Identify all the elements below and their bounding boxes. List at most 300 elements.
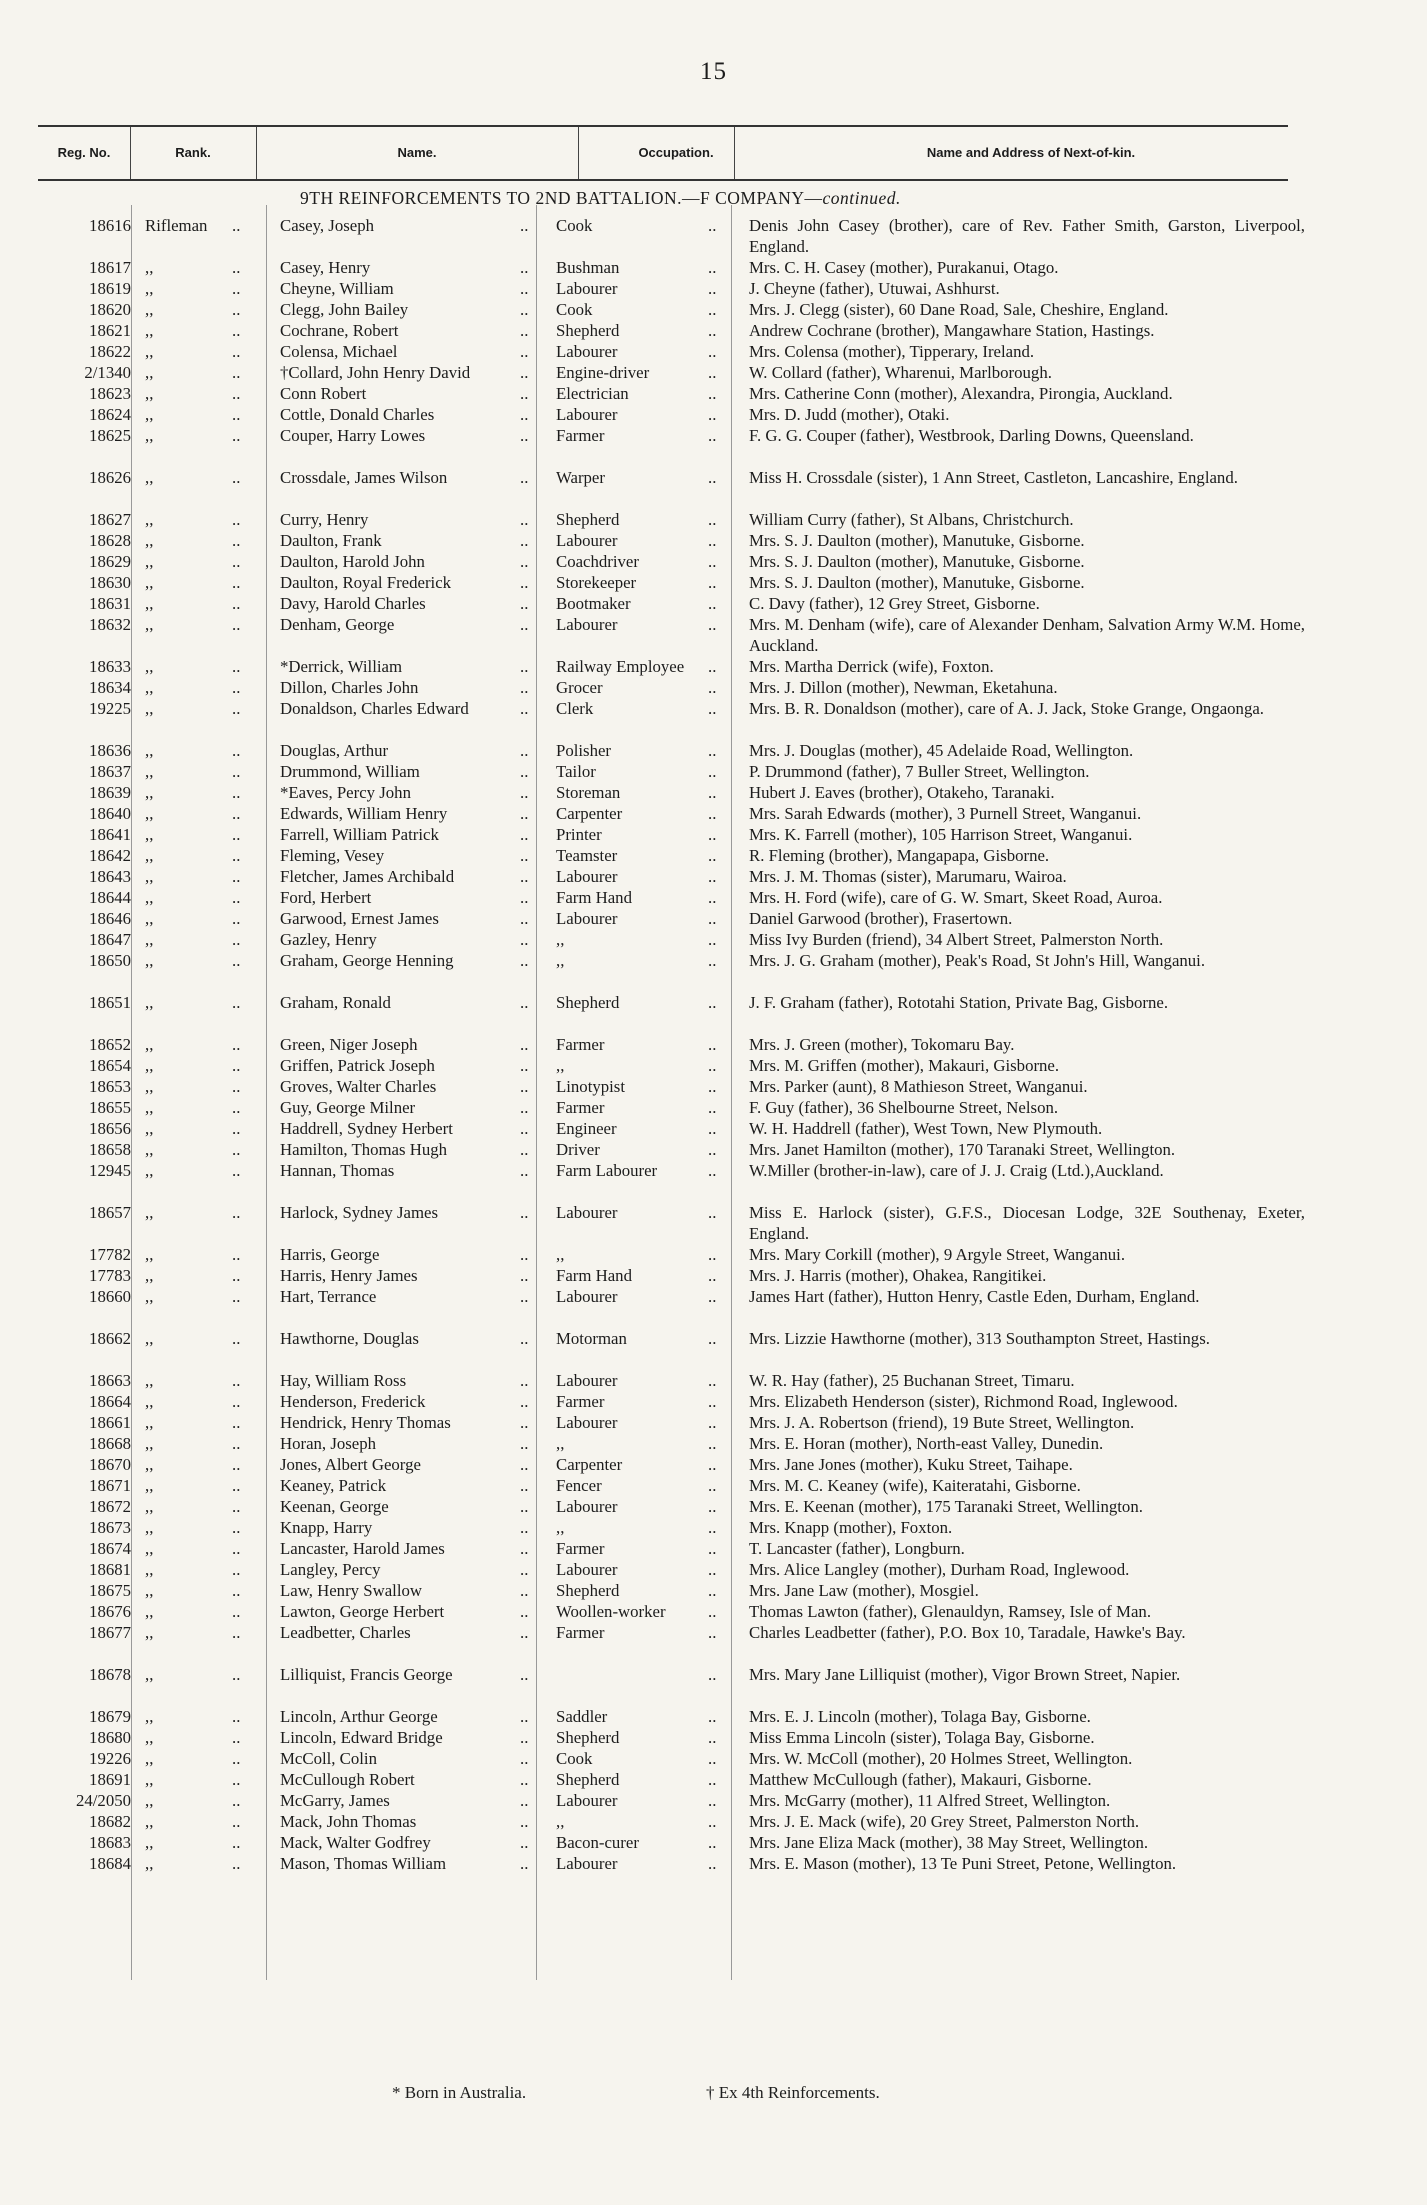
soldier-name: Lancaster, Harold James: [280, 1539, 445, 1558]
occupation: Polisher: [556, 741, 612, 760]
leader-dots: ..: [708, 279, 717, 298]
leader-dots: ..: [708, 1329, 717, 1348]
next-of-kin: W.Miller (brother-in-law), care of J. J. Craig (Ltd.),Auckland.: [749, 1161, 1164, 1180]
soldier-name: Cheyne, William: [280, 279, 394, 298]
leader-dots: ..: [520, 867, 529, 886]
next-of-kin: W. H. Haddrell (father), West Town, New Plymouth.: [749, 1119, 1103, 1138]
soldier-name: Dillon, Charles John: [280, 678, 419, 697]
rank: ,,: [145, 699, 154, 718]
leader-dots: ..: [520, 342, 529, 361]
leader-dots: ..: [520, 573, 529, 592]
leader-dots: ..: [708, 678, 717, 697]
leader-dots: ..: [708, 1203, 717, 1222]
next-of-kin: Mrs. Jane Jones (mother), Kuku Street, Taihape.: [749, 1455, 1073, 1474]
occupation: Bootmaker: [556, 594, 631, 613]
leader-dots: ..: [232, 1749, 241, 1768]
reg-no: 18691: [89, 1770, 131, 1789]
occupation: Driver: [556, 1140, 600, 1159]
next-of-kin: Mrs. Elizabeth Henderson (sister), Richmond Road, Inglewood.: [749, 1392, 1178, 1411]
next-of-kin: Mrs. S. J. Daulton (mother), Manutuke, Gisborne.: [749, 573, 1085, 592]
leader-dots: ..: [708, 1140, 717, 1159]
soldier-name: Ford, Herbert: [280, 888, 372, 907]
rank: ,,: [145, 1245, 154, 1264]
soldier-name: Graham, Ronald: [280, 993, 391, 1012]
occupation: Storeman: [556, 783, 621, 802]
table-row: [0, 299, 1427, 320]
occupation: ,,: [556, 1518, 565, 1537]
occupation: Labourer: [556, 1560, 618, 1579]
table-row: [0, 1790, 1427, 1811]
soldier-name: Green, Niger Joseph: [280, 1035, 418, 1054]
occupation: Linotypist: [556, 1077, 625, 1096]
leader-dots: ..: [232, 1623, 241, 1642]
leader-dots: ..: [708, 321, 717, 340]
rank: ,,: [145, 1329, 154, 1348]
rank: ,,: [145, 1602, 154, 1621]
leader-dots: ..: [520, 909, 529, 928]
reg-no: 18679: [89, 1707, 131, 1726]
leader-dots: ..: [232, 951, 241, 970]
occupation: Coachdriver: [556, 552, 639, 571]
rank: ,,: [145, 867, 154, 886]
leader-dots: ..: [232, 1665, 241, 1684]
next-of-kin: F. Guy (father), 36 Shelbourne Street, Nelson.: [749, 1098, 1059, 1117]
leader-dots: ..: [520, 1455, 529, 1474]
leader-dots: ..: [708, 1245, 717, 1264]
leader-dots: ..: [708, 1665, 717, 1684]
soldier-name: Denham, George: [280, 615, 395, 634]
leader-dots: ..: [708, 363, 717, 382]
leader-dots: ..: [708, 615, 717, 634]
leader-dots: ..: [520, 531, 529, 550]
leader-dots: ..: [520, 1812, 529, 1831]
rank: ,,: [145, 1518, 154, 1537]
leader-dots: ..: [708, 1581, 717, 1600]
soldier-name: Haddrell, Sydney Herbert: [280, 1119, 453, 1138]
leader-dots: ..: [520, 1245, 529, 1264]
soldier-name: Harris, Henry James: [280, 1266, 418, 1285]
leader-dots: ..: [520, 1833, 529, 1852]
next-of-kin: F. G. G. Couper (father), Westbrook, Darling Downs, Queensland.: [749, 426, 1194, 445]
occupation: Labourer: [556, 1371, 618, 1390]
next-of-kin: Mrs. J. A. Robertson (friend), 19 Bute Street, Wellington.: [749, 1413, 1135, 1432]
table-row: [0, 614, 1427, 656]
table-row: [0, 1664, 1427, 1706]
occupation: Labourer: [556, 867, 618, 886]
occupation: Farm Hand: [556, 1266, 632, 1285]
table-row: [0, 992, 1427, 1034]
table-row: [0, 1748, 1427, 1769]
table-row: [0, 362, 1427, 383]
leader-dots: ..: [708, 1392, 717, 1411]
reg-no: 18672: [89, 1497, 131, 1516]
table-row: [0, 1412, 1427, 1433]
table-row: [0, 404, 1427, 425]
rank: ,,: [145, 1812, 154, 1831]
next-of-kin: Hubert J. Eaves (brother), Otakeho, Taranaki.: [749, 783, 1055, 802]
table-row: [0, 1475, 1427, 1496]
rank: ,,: [145, 1287, 154, 1306]
leader-dots: ..: [708, 1287, 717, 1306]
reg-no: 18647: [89, 930, 131, 949]
occupation: Farm Hand: [556, 888, 632, 907]
leader-dots: ..: [520, 384, 529, 403]
soldier-name: Garwood, Ernest James: [280, 909, 439, 928]
leader-dots: ..: [708, 510, 717, 529]
occupation: Shepherd: [556, 510, 620, 529]
next-of-kin: W. R. Hay (father), 25 Buchanan Street, Timaru.: [749, 1371, 1075, 1390]
next-of-kin: Mrs. Mary Corkill (mother), 9 Argyle Street, Wanganui.: [749, 1245, 1126, 1264]
rank: ,,: [145, 1077, 154, 1096]
rank: ,,: [145, 846, 154, 865]
leader-dots: ..: [232, 1035, 241, 1054]
next-of-kin: Mrs. D. Judd (mother), Otaki.: [749, 405, 950, 424]
next-of-kin: C. Davy (father), 12 Grey Street, Gisborne.: [749, 594, 1040, 613]
reg-no: 12945: [89, 1161, 131, 1180]
occupation: Labourer: [556, 615, 618, 634]
table-row: [0, 656, 1427, 677]
rank: ,,: [145, 1203, 154, 1222]
leader-dots: ..: [232, 405, 241, 424]
table-row: [0, 341, 1427, 362]
leader-dots: ..: [520, 279, 529, 298]
leader-dots: ..: [232, 1098, 241, 1117]
leader-dots: ..: [708, 1833, 717, 1852]
next-of-kin: Mrs. Jane Law (mother), Mosgiel.: [749, 1581, 979, 1600]
reg-no: 18662: [89, 1329, 131, 1348]
leader-dots: ..: [232, 363, 241, 382]
reg-no: 18660: [89, 1287, 131, 1306]
rank: ,,: [145, 1140, 154, 1159]
reg-no: 18630: [89, 573, 131, 592]
leader-dots: ..: [232, 1413, 241, 1432]
next-of-kin: Daniel Garwood (brother), Frasertown.: [749, 909, 1013, 928]
rank: ,,: [145, 930, 154, 949]
leader-dots: ..: [520, 426, 529, 445]
next-of-kin: Mrs. S. J. Daulton (mother), Manutuke, Gisborne.: [749, 531, 1085, 550]
reg-no: 18620: [89, 300, 131, 319]
soldier-name: Mason, Thomas William: [280, 1854, 447, 1873]
leader-dots: ..: [708, 909, 717, 928]
leader-dots: ..: [232, 783, 241, 802]
soldier-name: Hawthorne, Douglas: [280, 1329, 419, 1348]
occupation: Labourer: [556, 405, 618, 424]
rank: ,,: [145, 1560, 154, 1579]
reg-no: 18677: [89, 1623, 131, 1642]
reg-no: 19226: [89, 1749, 131, 1768]
reg-no: 24/2050: [75, 1791, 131, 1810]
next-of-kin: Mrs. J. Douglas (mother), 45 Adelaide Road, Wellington.: [749, 741, 1134, 760]
leader-dots: ..: [520, 1413, 529, 1432]
table-row: [0, 1118, 1427, 1139]
soldier-name: Edwards, William Henry: [280, 804, 448, 823]
rank: ,,: [145, 1707, 154, 1726]
reg-no: 18684: [89, 1854, 131, 1873]
table-row: [0, 1454, 1427, 1475]
next-of-kin: Mrs. J. E. Mack (wife), 20 Grey Street, Palmerston North.: [749, 1812, 1140, 1831]
occupation: Farmer: [556, 1539, 605, 1558]
next-of-kin: Mrs. Knapp (mother), Foxton.: [749, 1518, 953, 1537]
next-of-kin: Mrs. E. J. Lincoln (mother), Tolaga Bay, Gisborne.: [749, 1707, 1091, 1726]
next-of-kin: Miss Ivy Burden (friend), 34 Albert Street, Palmerston North.: [749, 930, 1164, 949]
leader-dots: ..: [708, 1119, 717, 1138]
soldier-name: Conn Robert: [280, 384, 367, 403]
occupation: Shepherd: [556, 1770, 620, 1789]
rank: ,,: [145, 363, 154, 382]
reg-no: 18668: [89, 1434, 131, 1453]
reg-no: 18629: [89, 552, 131, 571]
reg-no: 18628: [89, 531, 131, 550]
leader-dots: ..: [232, 1602, 241, 1621]
occupation: Labourer: [556, 1791, 618, 1810]
next-of-kin: P. Drummond (father), 7 Buller Street, Wellington.: [749, 762, 1090, 781]
leader-dots: ..: [708, 300, 717, 319]
table-row: [0, 1370, 1427, 1391]
leader-dots: ..: [708, 993, 717, 1012]
occupation: ,,: [556, 1812, 565, 1831]
soldier-name: Henderson, Frederick: [280, 1392, 426, 1411]
table-row: [0, 1601, 1427, 1622]
leader-dots: ..: [232, 1119, 241, 1138]
next-of-kin: R. Fleming (brother), Mangapapa, Gisborne.: [749, 846, 1050, 865]
occupation: Labourer: [556, 1854, 618, 1873]
table-row: [0, 1391, 1427, 1412]
col-header-occupation: Occupation.: [638, 145, 714, 160]
occupation: Bacon-curer: [556, 1833, 639, 1852]
rank: ,,: [145, 825, 154, 844]
rank: ,,: [145, 1854, 154, 1873]
rank: ,,: [145, 573, 154, 592]
soldier-name: Hamilton, Thomas Hugh: [280, 1140, 448, 1159]
leader-dots: ..: [232, 1287, 241, 1306]
rank: ,,: [145, 384, 154, 403]
rank: ,,: [145, 1476, 154, 1495]
rank: ,,: [145, 1455, 154, 1474]
reg-no: 18632: [89, 615, 131, 634]
soldier-name: Mack, John Thomas: [280, 1812, 417, 1831]
next-of-kin: Mrs. M. Denham (wife), care of Alexander Denham, Salvation Army W.M. Home, Auckland.: [749, 615, 1305, 655]
occupation: Carpenter: [556, 1455, 623, 1474]
leader-dots: ..: [708, 1056, 717, 1075]
rank: ,,: [145, 888, 154, 907]
next-of-kin: Mrs. J. M. Thomas (sister), Marumaru, Wairoa.: [749, 867, 1067, 886]
reg-no: 18651: [89, 993, 131, 1012]
rank: ,,: [145, 657, 154, 676]
leader-dots: ..: [520, 1140, 529, 1159]
leader-dots: ..: [708, 384, 717, 403]
soldier-name: Lincoln, Arthur George: [280, 1707, 438, 1726]
soldier-name: Cottle, Donald Charles: [280, 405, 435, 424]
reg-no: 18675: [89, 1581, 131, 1600]
occupation: Labourer: [556, 531, 618, 550]
occupation: Fencer: [556, 1476, 602, 1495]
rank: ,,: [145, 1266, 154, 1285]
soldier-name: McGarry, James: [280, 1791, 390, 1810]
leader-dots: ..: [708, 1434, 717, 1453]
rank: ,,: [145, 1098, 154, 1117]
rank: ,,: [145, 741, 154, 760]
rank: ,,: [145, 1770, 154, 1789]
leader-dots: ..: [232, 1077, 241, 1096]
leader-dots: ..: [520, 552, 529, 571]
soldier-name: Fleming, Vesey: [280, 846, 385, 865]
table-row: [0, 1433, 1427, 1454]
reg-no: 18678: [89, 1665, 131, 1684]
leader-dots: ..: [232, 1833, 241, 1852]
leader-dots: ..: [232, 741, 241, 760]
next-of-kin: Andrew Cochrane (brother), Mangawhare Station, Hastings.: [749, 321, 1155, 340]
next-of-kin: Mrs. Martha Derrick (wife), Foxton.: [749, 657, 994, 676]
leader-dots: ..: [708, 258, 717, 277]
reg-no: 18622: [89, 342, 131, 361]
rank: ,,: [145, 804, 154, 823]
col-header-reg-no: Reg. No.: [57, 145, 111, 160]
leader-dots: ..: [232, 993, 241, 1012]
leader-dots: ..: [708, 1602, 717, 1621]
table-row: [0, 551, 1427, 572]
leader-dots: ..: [232, 552, 241, 571]
rank: ,,: [145, 552, 154, 571]
next-of-kin: Mrs. Janet Hamilton (mother), 170 Taranaki Street, Wellington.: [749, 1140, 1176, 1159]
reg-no: 18663: [89, 1371, 131, 1390]
soldier-name: Hay, William Ross: [280, 1371, 407, 1390]
col-header-name: Name.: [397, 145, 437, 160]
col-header-rank: Rank.: [175, 145, 211, 160]
rank: ,,: [145, 615, 154, 634]
leader-dots: ..: [520, 1329, 529, 1348]
leader-dots: ..: [708, 1791, 717, 1810]
reg-no: 18644: [89, 888, 131, 907]
table-row: [0, 593, 1427, 614]
soldier-name: Lincoln, Edward Bridge: [280, 1728, 443, 1747]
reg-no: 18682: [89, 1812, 131, 1831]
leader-dots: ..: [708, 951, 717, 970]
occupation: Carpenter: [556, 804, 623, 823]
reg-no: 18681: [89, 1560, 131, 1579]
leader-dots: ..: [520, 762, 529, 781]
leader-dots: ..: [232, 1140, 241, 1159]
leader-dots: ..: [520, 405, 529, 424]
leader-dots: ..: [708, 1371, 717, 1390]
rank: ,,: [145, 1392, 154, 1411]
leader-dots: ..: [520, 1119, 529, 1138]
leader-dots: ..: [232, 1539, 241, 1558]
table-row: [0, 1244, 1427, 1265]
rank: ,,: [145, 1161, 154, 1180]
leader-dots: ..: [232, 1161, 241, 1180]
reg-no: 18655: [89, 1098, 131, 1117]
soldier-name: Hannan, Thomas: [280, 1161, 395, 1180]
soldier-name: Hart, Terrance: [280, 1287, 377, 1306]
reg-no: 17782: [89, 1245, 131, 1264]
occupation: Cook: [556, 300, 593, 319]
table-row: [0, 425, 1427, 467]
leader-dots: ..: [520, 741, 529, 760]
reg-no: 18639: [89, 783, 131, 802]
leader-dots: ..: [232, 258, 241, 277]
next-of-kin: Mrs. Lizzie Hawthorne (mother), 313 Southampton Street, Hastings.: [749, 1329, 1210, 1348]
soldier-name: Colensa, Michael: [280, 342, 398, 361]
leader-dots: ..: [708, 846, 717, 865]
leader-dots: ..: [520, 363, 529, 382]
leader-dots: ..: [232, 594, 241, 613]
leader-dots: ..: [520, 510, 529, 529]
occupation: ,,: [556, 1056, 565, 1075]
leader-dots: ..: [232, 1371, 241, 1390]
table-row: [0, 803, 1427, 824]
soldier-name: McColl, Colin: [280, 1749, 377, 1768]
leader-dots: ..: [708, 573, 717, 592]
soldier-name: Casey, Henry: [280, 258, 371, 277]
soldier-name: Jones, Albert George: [280, 1455, 421, 1474]
header-divider: [734, 127, 735, 179]
next-of-kin: Mrs. K. Farrell (mother), 105 Harrison Street, Wanganui.: [749, 825, 1133, 844]
next-of-kin: Mrs. Catherine Conn (mother), Alexandra, Pirongia, Auckland.: [749, 384, 1173, 403]
reg-no: 18653: [89, 1077, 131, 1096]
soldier-name: Horan, Joseph: [280, 1434, 377, 1453]
soldier-name: Daulton, Royal Frederick: [280, 573, 452, 592]
rank: ,,: [145, 1497, 154, 1516]
leader-dots: ..: [520, 993, 529, 1012]
occupation: Farm Labourer: [556, 1161, 658, 1180]
occupation: Electrician: [556, 384, 629, 403]
next-of-kin: Mrs. McGarry (mother), 11 Alfred Street, Wellington.: [749, 1791, 1111, 1810]
reg-no: 18640: [89, 804, 131, 823]
soldier-name: Drummond, William: [280, 762, 420, 781]
reg-no: 18683: [89, 1833, 131, 1852]
table-row: [0, 257, 1427, 278]
table-header: [38, 125, 1288, 181]
reg-no: 18633: [89, 657, 131, 676]
table-row: [0, 1727, 1427, 1748]
leader-dots: ..: [520, 594, 529, 613]
leader-dots: ..: [708, 930, 717, 949]
reg-no: 18626: [89, 468, 131, 487]
rank: ,,: [145, 279, 154, 298]
table-row: [0, 677, 1427, 698]
leader-dots: ..: [520, 1098, 529, 1117]
reg-no: 18624: [89, 405, 131, 424]
soldier-name: Mack, Walter Godfrey: [280, 1833, 431, 1852]
next-of-kin: Mrs. Jane Eliza Mack (mother), 38 May Street, Wellington.: [749, 1833, 1149, 1852]
rank: ,,: [145, 510, 154, 529]
leader-dots: ..: [520, 1602, 529, 1621]
leader-dots: ..: [708, 1455, 717, 1474]
soldier-name: Knapp, Harry: [280, 1518, 373, 1537]
leader-dots: ..: [232, 1434, 241, 1453]
next-of-kin: J. F. Graham (father), Rototahi Station, Private Bag, Gisborne.: [749, 993, 1169, 1012]
leader-dots: ..: [520, 615, 529, 634]
soldier-name: Groves, Walter Charles: [280, 1077, 437, 1096]
next-of-kin: Mrs. Parker (aunt), 8 Mathieson Street, Wanganui.: [749, 1077, 1088, 1096]
table-row: [0, 1769, 1427, 1790]
occupation: Railway Employee: [556, 657, 685, 676]
next-of-kin: Denis John Casey (brother), care of Rev. Father Smith, Garston, Liverpool, England.: [749, 216, 1305, 256]
reg-no: 17783: [89, 1266, 131, 1285]
table-row: [0, 1517, 1427, 1538]
leader-dots: ..: [232, 321, 241, 340]
occupation: Clerk: [556, 699, 594, 718]
next-of-kin: Thomas Lawton (father), Glenauldyn, Ramsey, Isle of Man.: [749, 1602, 1152, 1621]
leader-dots: ..: [520, 258, 529, 277]
occupation: Labourer: [556, 1203, 618, 1222]
leader-dots: ..: [232, 846, 241, 865]
table-row: [0, 467, 1427, 509]
next-of-kin: Mrs. B. R. Donaldson (mother), care of A. J. Jack, Stoke Grange, Ongaonga.: [749, 699, 1264, 718]
leader-dots: ..: [520, 1854, 529, 1873]
rank: ,,: [145, 1623, 154, 1642]
soldier-name: *Eaves, Percy John: [280, 783, 411, 802]
